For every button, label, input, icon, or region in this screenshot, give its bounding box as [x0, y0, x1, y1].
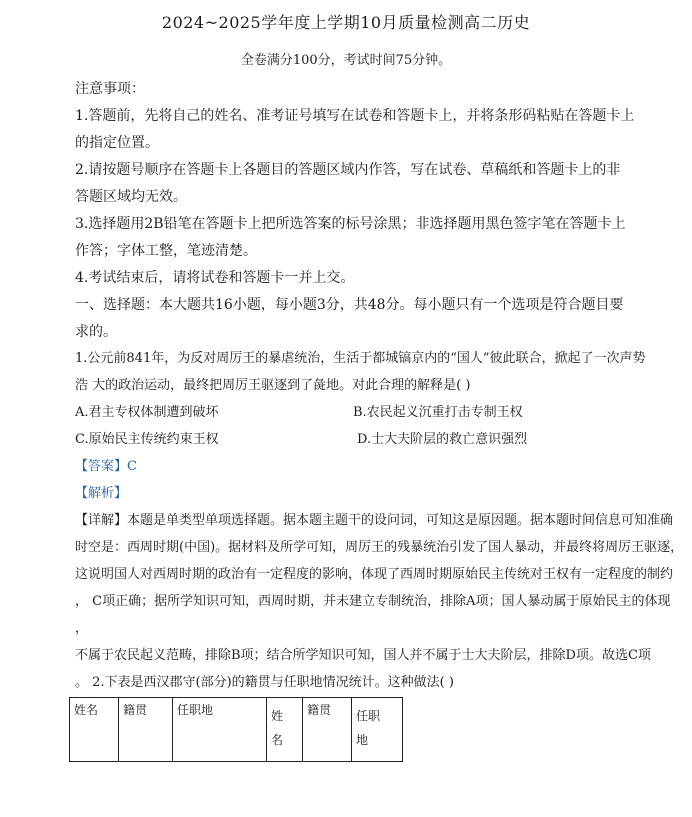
detail-line: ， C项正确；据所学知识可知，西周时期，并未建立专制统治，排除A项；国人暴动属于原始民主的体现 — [75, 594, 671, 609]
header-fragment: 任职 — [356, 709, 381, 723]
detail-line: 【详解】本题是单类型单项选择题。据本题主题干的设问词，可知这是原因题。据本题时间信息可知准确 — [75, 513, 674, 528]
notice-line: 2.请按题号顺序在答题卡上各题目的答题区域内作答，写在试卷、草稿纸和答题卡上的非 — [75, 162, 621, 178]
header-cell-post-2 — [352, 698, 403, 762]
official-table — [69, 697, 403, 762]
page-title: 2024~2025学年度上学期10月质量检测高二历史 — [161, 13, 531, 32]
option-b: B.农民起义沉重打击专制王权 — [353, 405, 523, 420]
notice-line: 的指定位置。 — [75, 135, 159, 151]
detail-line: 时空是：西周时期(中国)。据材料及所学可知，周厉王的残暴统治引发了国人暴动，并最终将周厉王驱逐， — [75, 540, 684, 555]
question-stem: 浩 大的政治运动，最终把周厉王驱逐到了彘地。对此合理的解释是( ) — [75, 378, 471, 393]
header-cell-origin: 籍贯 — [119, 698, 173, 762]
answer-label: 【答案】C — [75, 459, 137, 474]
notice-line: 4.考试结束后，请将试卷和答题卡一并上交。 — [75, 270, 355, 286]
section-heading: 一、选择题：本大题共16小题，每小题3分，共48分。每小题只有一个选项是符合题目要 — [75, 297, 624, 313]
header-cell-post: 任职地 — [173, 698, 267, 762]
notice-line: 3.选择题用2B铅笔在答题卡上把所选答案的标号涂黑；非选择题用黑色签字笔在答题卡上 — [75, 216, 626, 232]
detail-line: 这说明国人对西周时期的政治有一定程度的影响，体现了西周时期原始民主传统对王权有一定程度的制约 — [75, 567, 674, 582]
header-cell-name-2 — [267, 698, 303, 762]
detail-line: 不属于农民起义范畴，排除B项；结合所学知识可知，国人并不属于士大夫阶层，排除D项。故选C项 — [75, 648, 651, 663]
option-a: A.君主专权体制遭到破坏 — [75, 405, 219, 420]
notice-heading: 注意事项： — [75, 81, 145, 97]
notice-line: 1.答题前，先将自己的姓名、准考证号填写在试卷和答题卡上，并将条形码粘贴在答题卡上 — [75, 108, 635, 124]
question-stem: 1.公元前841年，为反对周厉王的暴虐统治，生活于都城镐京内的“国人”彼此联合，掀起了一次声势 — [75, 351, 646, 366]
header-cell-name: 姓名 — [70, 698, 119, 762]
page-subtitle: 全卷满分100分，考试时间75分钟。 — [240, 53, 452, 68]
option-d: D.士大夫阶层的救亡意识强烈 — [357, 432, 528, 447]
option-c: C.原始民主传统约束王权 — [75, 432, 219, 447]
notice-line: 答题区域均无效。 — [75, 189, 187, 205]
header-fragment: 地 — [356, 733, 369, 747]
header-fragment: 姓 — [271, 709, 284, 723]
analysis-label: 【解析】 — [75, 486, 128, 501]
detail-line: 。 2.下表是西汉郡守(部分)的籍贯与任职地情况统计。这种做法( ) — [75, 675, 454, 690]
table-row — [70, 698, 403, 762]
section-heading: 求的。 — [75, 324, 117, 340]
notice-line: 作答；字体工整，笔迹清楚。 — [75, 243, 257, 259]
header-cell-origin-2: 籍贯 — [303, 698, 352, 762]
detail-line: ， — [75, 621, 89, 636]
header-fragment: 名 — [271, 733, 284, 747]
